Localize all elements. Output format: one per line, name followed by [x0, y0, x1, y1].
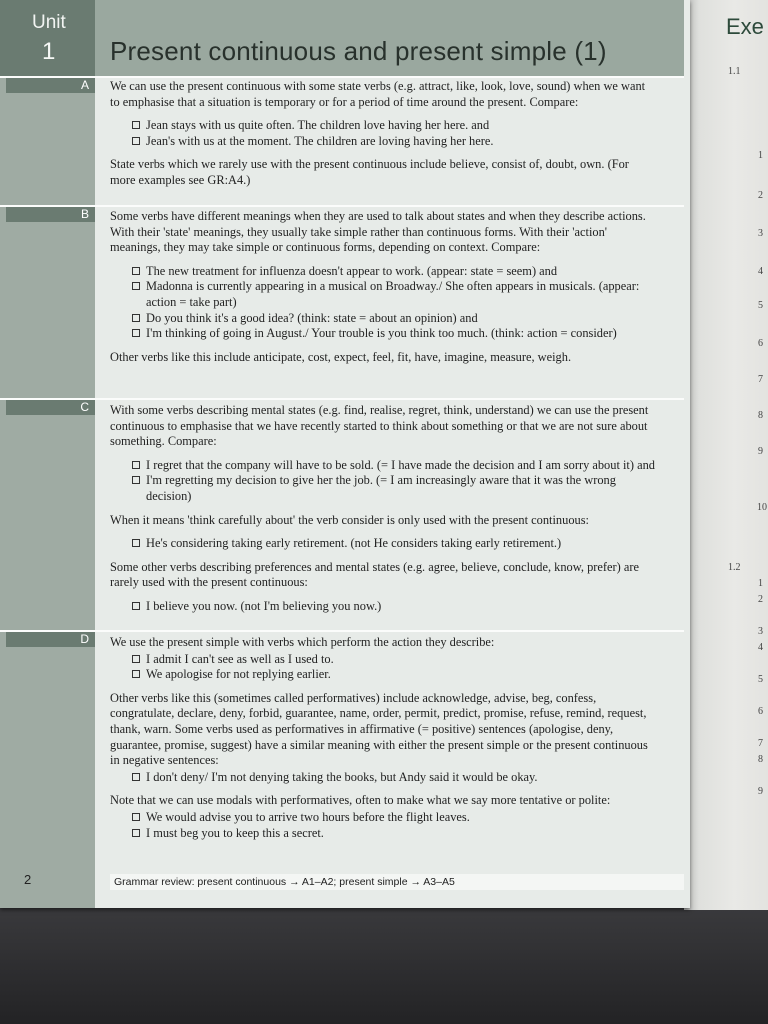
example-text: Jean stays with us quite often. The children love having her here. and: [146, 118, 490, 133]
checkbox-icon: [132, 813, 140, 821]
section-label-a: A: [6, 78, 95, 93]
section-a: [110, 79, 655, 197]
section-label-c: C: [6, 400, 95, 415]
checkbox-icon: [132, 314, 140, 322]
checkbox-icon: [132, 539, 140, 547]
exercise-number: 10: [757, 502, 767, 513]
unit-number: 1: [42, 38, 56, 65]
example: [110, 667, 655, 683]
example-text: I'm regretting my decision to give her the job. (= I am increasingly aware that it was the wrong decision): [146, 473, 616, 503]
exercise-number: 3: [758, 228, 763, 239]
section-divider: [0, 398, 684, 400]
section-divider: [0, 76, 684, 78]
exercise-number: 6: [758, 338, 763, 349]
exercise-number: 2: [758, 594, 763, 605]
example-text: Jean's with us at the moment. The children are loving having her here.: [146, 133, 494, 148]
exercise-number: 5: [758, 674, 763, 685]
section-d-note: Other verbs like this (sometimes called performatives) include acknowledge, advise, beg, confess, congratulate, declare, deny, forbid, guarantee, name, order, permit, predict, promise, refuse, remind, request, thank, warn. Some verbs used as performatives in affirmative (= positive) sentences (apologise, deny, guarantee, promise, suggest) have a similar meaning with either the present simple or the present continuous in negative sentences:: [110, 690, 648, 768]
section-c-note-2: Some other verbs describing preferences and mental states (e.g. agree, believe, conclude, know, prefer) are rarely used with the present continuous:: [110, 559, 640, 590]
page-number: 2: [24, 872, 32, 887]
example: [110, 536, 655, 552]
section-label-d: D: [6, 632, 95, 647]
example-text: The new treatment for influenza doesn't appear to work. (appear: state = seem) and: [146, 263, 558, 278]
exercise-number: 3: [758, 626, 763, 637]
exercise-number: 1: [758, 150, 763, 161]
example-text: I regret that the company will have to be sold. (= I have made the decision and I am sorry about it) and: [146, 457, 655, 472]
footer-reference: Grammar review: present continuous → A1–A2; present simple → A3–A5: [110, 874, 684, 890]
example: [110, 652, 655, 668]
section-b: [110, 209, 655, 373]
section-a-intro: We can use the present continuous with some state verbs (e.g. attract, like, look, love, sound) when we want to emphasise that a situation is temporary or for a period of time around the present. Compare:: [110, 79, 646, 109]
example: [110, 826, 655, 842]
checkbox-icon: [132, 329, 140, 337]
example-text: He's considering taking early retirement. (not He considers taking early retirement.): [146, 536, 562, 551]
checkbox-icon: [132, 602, 140, 610]
example: [110, 118, 655, 134]
exercise-number: 8: [758, 754, 763, 765]
example-text: We apologise for not replying earlier.: [146, 667, 331, 682]
example-text: Do you think it's a good idea? (think: state = about an opinion) and: [146, 310, 478, 325]
section-divider: [0, 630, 684, 632]
unit-box: [0, 0, 95, 76]
sidebar: [0, 0, 95, 908]
right-page-title: Exe: [726, 14, 764, 39]
checkbox-icon: [132, 137, 140, 145]
checkbox-icon: [132, 282, 140, 290]
section-c: [110, 403, 655, 615]
checkbox-icon: [132, 829, 140, 837]
example: [110, 770, 655, 786]
section-d-intro: We use the present simple with verbs which perform the action they describe:: [110, 635, 495, 649]
example-text: I believe you now. (not I'm believing you now.): [146, 598, 382, 613]
exercise-number: 6: [758, 706, 763, 717]
example-text: I don't deny/ I'm not denying taking the books, but Andy said it would be okay.: [146, 769, 538, 784]
section-c-note: When it means 'think carefully about' the verb consider is only used with the present continuous:: [110, 512, 589, 527]
example: [110, 264, 655, 280]
exercise-number: 9: [758, 446, 763, 457]
example: [110, 810, 655, 826]
checkbox-icon: [132, 267, 140, 275]
example-text: I'm thinking of going in August./ Your trouble is you think too much. (think: action = consider): [146, 326, 617, 341]
exercise-number: 4: [758, 642, 763, 653]
example-text: Madonna is currently appearing in a musical on Broadway./ She often appears in musicals. (appear: action = take part): [146, 279, 640, 309]
checkbox-icon: [132, 461, 140, 469]
right-page: [684, 0, 768, 910]
exercise-number: 5: [758, 300, 763, 311]
section-c-intro: With some verbs describing mental states (e.g. find, realise, regret, think, understand) we can use the present continuous to emphasise that we have recently started to think about something or that we are not sure about something. Compare:: [110, 403, 649, 449]
page-title: Present continuous and present simple (1): [110, 36, 607, 66]
example: [110, 458, 655, 474]
example: [110, 134, 655, 150]
example: [110, 311, 655, 327]
section-d: [110, 635, 655, 841]
exercise-number: 9: [758, 786, 763, 797]
exercise-number: 1: [758, 578, 763, 589]
example-text: I admit I can't see as well as I used to.: [146, 651, 334, 666]
exercise-number: 2: [758, 190, 763, 201]
exercise-number: 4: [758, 266, 763, 277]
checkbox-icon: [132, 670, 140, 678]
section-a-note: State verbs which we rarely use with the present continuous include believe, consist of, doubt, own. (For more examples see GR:A4.): [110, 157, 629, 187]
desk-background: [0, 905, 768, 1024]
checkbox-icon: [132, 773, 140, 781]
example-text: I must beg you to keep this a secret.: [146, 825, 324, 840]
unit-word: Unit: [32, 12, 66, 33]
exercise-number: 8: [758, 410, 763, 421]
example: [110, 326, 655, 342]
example: [110, 279, 655, 310]
example-text: We would advise you to arrive two hours before the flight leaves.: [146, 809, 470, 824]
checkbox-icon: [132, 121, 140, 129]
section-label-b: B: [6, 207, 95, 222]
exercise-number: 1.2: [728, 562, 741, 573]
checkbox-icon: [132, 655, 140, 663]
section-b-note: Other verbs like this include anticipate, cost, expect, feel, fit, have, imagine, measure, weigh.: [110, 349, 572, 364]
checkbox-icon: [132, 476, 140, 484]
exercise-number: 7: [758, 738, 763, 749]
example: [110, 599, 655, 615]
section-d-note-2: Note that we can use modals with performatives, often to make what we say more tentative or polite:: [110, 793, 611, 808]
exercise-number: 1.1: [728, 66, 741, 77]
exercise-number: 7: [758, 374, 763, 385]
example: [110, 473, 655, 504]
section-b-intro: Some verbs have different meanings when they are used to talk about states and when they describe actions. With their 'state' meanings, they usually take simple rather than continuous forms. With their 'action' meanings, they may take simple or continuous forms, depending on context. Compare:: [110, 209, 646, 255]
section-divider: [0, 205, 684, 207]
